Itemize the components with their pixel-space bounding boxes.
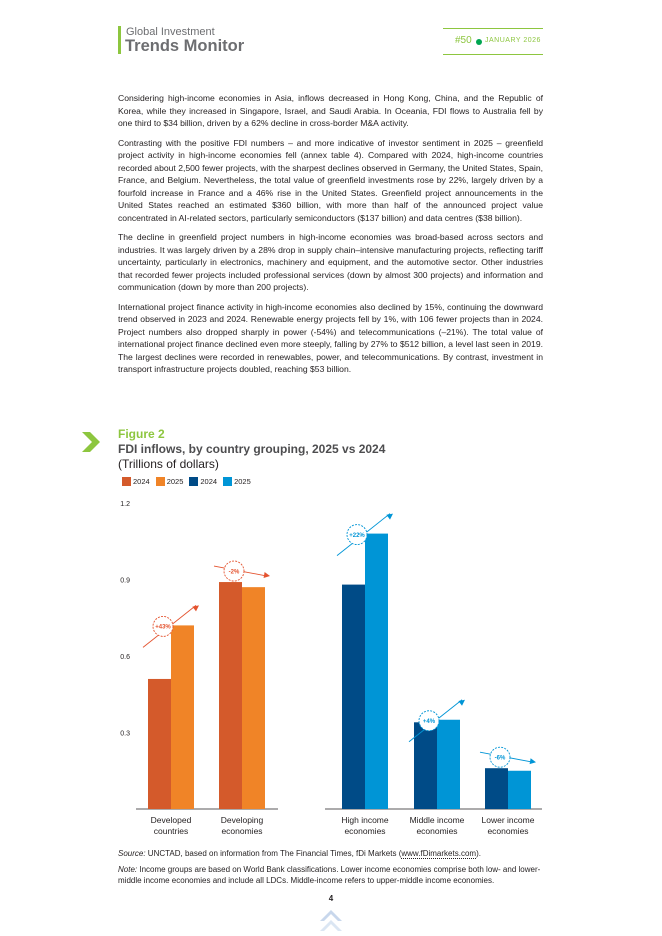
source-text-end: ). (476, 849, 481, 858)
change-arrow-head (386, 514, 393, 520)
chevron-right-icon (80, 430, 102, 454)
paragraph: The decline in greenfield project numbers in high-income economies was broad-based across sectors and industries. It was largely driven by a 28% drop in supply chain–intensive manufacturing projects, reflecting tariff uncertainty, particularly in electronics, machinery and equipment, and the automotive sector. Other industries that recorded fewer projects included professional services (down by almost 300 projects) and information and communication (down by more than 200 projects). (118, 232, 543, 292)
source-label: Source: (118, 849, 146, 858)
scroll-to-top-icon[interactable] (318, 908, 344, 936)
bar-2024 (485, 768, 508, 809)
category-label: countries (153, 826, 189, 836)
bullet-dot-icon (476, 39, 482, 45)
bar-2025 (171, 625, 194, 809)
change-label: -6% (494, 755, 506, 762)
category-label: High income (341, 815, 389, 825)
bar-2025 (508, 771, 531, 809)
bar-2024 (219, 582, 242, 809)
figure-title: FDI inflows, by country grouping, 2025 vs 2024 (118, 442, 386, 456)
legend-label: 2024 (133, 477, 150, 486)
change-label: +4% (422, 718, 436, 725)
bar-2025 (365, 534, 388, 809)
source-text: UNCTAD, based on information from The Financial Times, fDi Markets ( (145, 849, 402, 858)
change-label: +22% (349, 532, 365, 539)
category-label: Developed (150, 815, 192, 825)
change-arrow-head (264, 572, 270, 578)
category-label: economies (221, 826, 263, 836)
legend-label: 2024 (200, 477, 218, 486)
category-label: Developing (220, 815, 264, 825)
header-title-line2: Trends Monitor (125, 37, 245, 55)
legend-swatch (189, 477, 198, 486)
y-tick-label: 0.9 (120, 577, 130, 585)
bar-2024 (342, 585, 365, 809)
bar-2024 (148, 679, 171, 809)
issue-number: #50 (455, 35, 472, 46)
issue-date: JANUARY 2026 (485, 37, 541, 44)
paragraph: International project finance activity in high-income economies also declined by 15%, continuing the downward trend observed in 2023 and 2024. Renewable energy projects fell by 1%, with 106 fewer projects than in 2024. Project numbers also dropped sharply in power (-54%) and telecommunications (–21%). The total value of international project finance declined even more steeply, falling by 27% to $512 billion, a level last seen in 2019. The largest declines were recorded in renewables, power, and telecommunications. By contrast, investment in transport infrastructure projects doubled, reaching $53 billion. (118, 301, 543, 374)
change-label: +43% (155, 624, 171, 631)
y-tick-label: 1.2 (120, 501, 130, 508)
category-label: economies (416, 826, 458, 836)
fdi-bar-chart (110, 495, 550, 840)
legend-swatch (223, 477, 232, 486)
change-arrow-head (530, 758, 536, 764)
paragraph: Contrasting with the positive FDI numbers – and more indicative of investor sentiment in 2025 – greenfield project activity in high-income economies fell (annex table 4). Compared with 2024, high-income countries recorded about 2,500 fewer projects, with the sharpest declines observed in Germany, the United States, Spain, France, and Belgium. Nevertheless, the total value of greenfield investments rose by 22%, largely driven by a fourfold increase in France and a 46% rise in the United States. Greenfield project announcements in the United States reached an estimated $360 billion, with more than half of the announced project value concentrated in AI-related sectors, particularly semiconductors ($137 billion) and data centres ($38 billion). (118, 137, 543, 223)
issue-badge (443, 28, 543, 55)
body-text (118, 92, 543, 383)
note-label: Note: (118, 865, 138, 874)
chart-legend (122, 477, 257, 486)
category-label: economies (487, 826, 529, 836)
note (118, 864, 548, 886)
header-title-line1: Global Investment (126, 26, 215, 38)
change-arrow-head (458, 700, 465, 706)
legend-swatch (122, 477, 131, 486)
figure-number: Figure 2 (118, 427, 165, 441)
figure-subtitle: (Trillions of dollars) (118, 457, 219, 471)
legend-swatch (156, 477, 165, 486)
bar-2025 (437, 720, 460, 809)
legend-label: 2025 (234, 477, 251, 486)
note-text: Income groups are based on World Bank classifications. Lower income economies comprise both low- and lower-middle income economies and include all LDCs. Middle-income refers to upper-middle income economies. (118, 865, 541, 885)
y-tick-label: 0.3 (120, 730, 130, 738)
page-number: 4 (328, 894, 334, 903)
header-accent-bar (118, 26, 121, 54)
category-label: Lower income (481, 815, 535, 825)
category-label: economies (344, 826, 386, 836)
y-tick-label: 0.6 (120, 654, 130, 661)
source-link[interactable]: www.fDimarkets.com (401, 849, 477, 858)
change-label: -2% (228, 569, 240, 576)
category-label: Middle income (409, 815, 465, 825)
source-note (118, 848, 548, 859)
bar-2025 (242, 587, 265, 809)
change-arrow-head (192, 605, 199, 611)
paragraph: Considering high-income economies in Asia, inflows decreased in Hong Kong, China, and the Republic of Korea, while they increased in Singapore, Israel, and Saudi Arabia. In Oceania, FDI flows to Australia fell by one third to $34 billion, driven by a 62% decline in cross-border M&A activity. (118, 93, 543, 128)
legend-label: 2025 (166, 477, 184, 486)
